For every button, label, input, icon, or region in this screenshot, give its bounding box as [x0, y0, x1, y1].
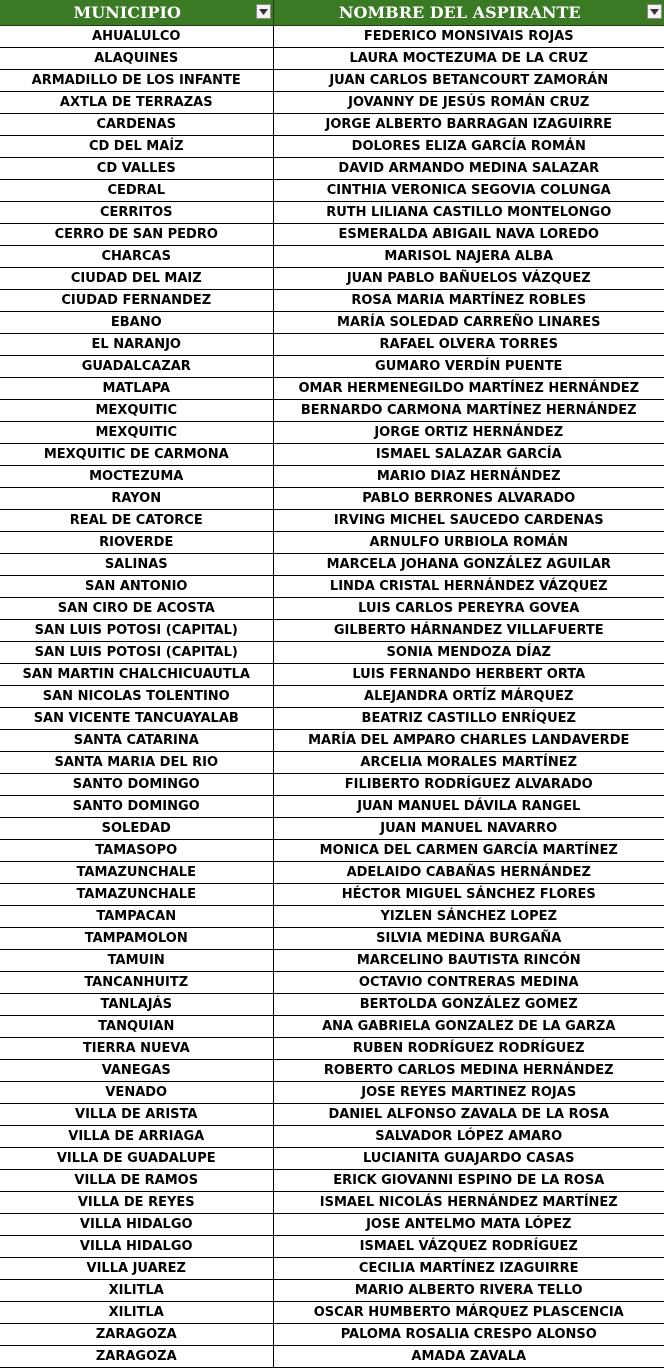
aspirante-cell: IRVING MICHEL SAUCEDO CARDENAS: [273, 510, 664, 532]
table-row: [0, 180, 664, 202]
municipio-cell: RIOVERDE: [0, 532, 273, 554]
table-row: [0, 114, 664, 136]
aspirante-cell: GUMARO VERDÍN PUENTE: [273, 356, 664, 378]
table-row: [0, 642, 664, 664]
table-row: [0, 1060, 664, 1082]
municipio-cell: CERRO DE SAN PEDRO: [0, 224, 273, 246]
table-row: [0, 1170, 664, 1192]
aspirante-cell: ESMERALDA ABIGAIL NAVA LOREDO: [273, 224, 664, 246]
aspirante-cell: OMAR HERMENEGILDO MARTÍNEZ HERNÁNDEZ: [273, 378, 664, 400]
municipio-cell: SOLEDAD: [0, 818, 273, 840]
aspirante-cell: ALEJANDRA ORTÍZ MÁRQUEZ: [273, 686, 664, 708]
table-row: [0, 796, 664, 818]
municipio-cell: TAMAZUNCHALE: [0, 862, 273, 884]
municipio-cell: EL NARANJO: [0, 334, 273, 356]
aspirante-cell: FEDERICO MONSIVAIS ROJAS: [273, 26, 664, 48]
aspirante-cell: JUAN MANUEL DÁVILA RANGEL: [273, 796, 664, 818]
aspirante-cell: SONIA MENDOZA DÍAZ: [273, 642, 664, 664]
table-row: [0, 554, 664, 576]
table-row: [0, 686, 664, 708]
municipio-cell: TAMAZUNCHALE: [0, 884, 273, 906]
aspirante-cell: OSCAR HUMBERTO MÁRQUEZ PLASCENCIA: [273, 1302, 664, 1324]
aspirante-cell: JORGE ALBERTO BARRAGAN IZAGUIRRE: [273, 114, 664, 136]
aspirante-cell: CECILIA MARTÍNEZ IZAGUIRRE: [273, 1258, 664, 1280]
municipio-cell: ZARAGOZA: [0, 1346, 273, 1368]
municipio-cell: SAN ANTONIO: [0, 576, 273, 598]
aspirante-cell: ARNULFO URBIOLA ROMÁN: [273, 532, 664, 554]
municipio-cell: SAN MARTIN CHALCHICUAUTLA: [0, 664, 273, 686]
municipio-cell: VENADO: [0, 1082, 273, 1104]
municipio-cell: MEXQUITIC: [0, 422, 273, 444]
column-header-label: NOMBRE DEL ASPIRANTE: [338, 3, 581, 22]
table-body: [0, 26, 664, 1368]
municipio-cell: VILLA DE ARISTA: [0, 1104, 273, 1126]
table-row: [0, 202, 664, 224]
municipio-cell: GUADALCAZAR: [0, 356, 273, 378]
table-row: [0, 400, 664, 422]
municipio-cell: VILLA JUAREZ: [0, 1258, 273, 1280]
municipio-cell: VILLA HIDALGO: [0, 1214, 273, 1236]
table-row: [0, 1192, 664, 1214]
table-row: [0, 1346, 664, 1368]
dropdown-arrow-icon: [650, 9, 659, 15]
municipio-cell: RAYON: [0, 488, 273, 510]
table-row: [0, 994, 664, 1016]
municipio-cell: TANCANHUITZ: [0, 972, 273, 994]
municipio-cell: VILLA DE RAMOS: [0, 1170, 273, 1192]
municipio-cell: MATLAPA: [0, 378, 273, 400]
table-row: [0, 1214, 664, 1236]
aspirante-cell: GILBERTO HÁRNANDEZ VILLAFUERTE: [273, 620, 664, 642]
table-row: [0, 466, 664, 488]
municipio-cell: SANTO DOMINGO: [0, 774, 273, 796]
aspirante-cell: ISMAEL SALAZAR GARCÍA: [273, 444, 664, 466]
table-row: [0, 862, 664, 884]
table-row: [0, 290, 664, 312]
municipio-cell: ZARAGOZA: [0, 1324, 273, 1346]
aspirante-cell: MARÍA DEL AMPARO CHARLES LANDAVERDE: [273, 730, 664, 752]
municipio-cell: TANLAJÁS: [0, 994, 273, 1016]
table-row: [0, 510, 664, 532]
municipio-cell: SALINAS: [0, 554, 273, 576]
municipio-cell: ALAQUINES: [0, 48, 273, 70]
aspirante-cell: MARCELINO BAUTISTA RINCÓN: [273, 950, 664, 972]
table-row: [0, 1258, 664, 1280]
aspirante-cell: MARIO ALBERTO RIVERA TELLO: [273, 1280, 664, 1302]
aspirante-cell: MARIO DIAZ HERNÁNDEZ: [273, 466, 664, 488]
aspirante-cell: ARCELIA MORALES MARTÍNEZ: [273, 752, 664, 774]
table-row: [0, 576, 664, 598]
municipio-cell: CIUDAD FERNANDEZ: [0, 290, 273, 312]
municipio-cell: ARMADILLO DE LOS INFANTE: [0, 70, 273, 92]
municipio-cell: MEXQUITIC DE CARMONA: [0, 444, 273, 466]
table-row: [0, 1280, 664, 1302]
table-row: [0, 906, 664, 928]
municipio-cell: TAMPAMOLON: [0, 928, 273, 950]
aspirante-cell: RAFAEL OLVERA TORRES: [273, 334, 664, 356]
municipio-cell: XILITLA: [0, 1280, 273, 1302]
aspirante-cell: SALVADOR LÓPEZ AMARO: [273, 1126, 664, 1148]
table-row: [0, 70, 664, 92]
table-row: [0, 1126, 664, 1148]
municipio-cell: SAN LUIS POTOSI (CAPITAL): [0, 620, 273, 642]
dropdown-arrow-icon: [259, 9, 268, 15]
municipio-cell: VANEGAS: [0, 1060, 273, 1082]
aspirante-cell: AMADA ZAVALA: [273, 1346, 664, 1368]
municipio-cell: VILLA DE ARRIAGA: [0, 1126, 273, 1148]
aspirante-cell: LAURA MOCTEZUMA DE LA CRUZ: [273, 48, 664, 70]
municipio-cell: SAN VICENTE TANCUAYALAB: [0, 708, 273, 730]
table-row: [0, 488, 664, 510]
municipio-cell: CARDENAS: [0, 114, 273, 136]
municipio-cell: CERRITOS: [0, 202, 273, 224]
aspirante-cell: DOLORES ELIZA GARCÍA ROMÁN: [273, 136, 664, 158]
aspirante-cell: SILVIA MEDINA BURGAÑA: [273, 928, 664, 950]
aspirante-cell: JOVANNY DE JESÚS ROMÁN CRUZ: [273, 92, 664, 114]
table-row: [0, 818, 664, 840]
municipio-cell: SAN CIRO DE ACOSTA: [0, 598, 273, 620]
aspirante-cell: ROSA MARIA MARTÍNEZ ROBLES: [273, 290, 664, 312]
aspirante-cell: JOSE REYES MARTINEZ ROJAS: [273, 1082, 664, 1104]
column-header-municipio: [0, 0, 273, 26]
municipio-cell: TAMPACAN: [0, 906, 273, 928]
table-row: [0, 1302, 664, 1324]
municipio-cell: CHARCAS: [0, 246, 273, 268]
table-row: [0, 664, 664, 686]
aspirante-cell: ROBERTO CARLOS MEDINA HERNÁNDEZ: [273, 1060, 664, 1082]
table-row: [0, 224, 664, 246]
table-row: [0, 422, 664, 444]
table-row: [0, 1082, 664, 1104]
municipio-cell: SAN NICOLAS TOLENTINO: [0, 686, 273, 708]
table-row: [0, 730, 664, 752]
aspirante-cell: LINDA CRISTAL HERNÁNDEZ VÁZQUEZ: [273, 576, 664, 598]
column-header-label: MUNICIPIO: [73, 3, 181, 22]
table-row: [0, 444, 664, 466]
aspirante-cell: ADELAIDO CABAÑAS HERNÁNDEZ: [273, 862, 664, 884]
table-row: [0, 598, 664, 620]
aspirante-cell: FILIBERTO RODRÍGUEZ ALVARADO: [273, 774, 664, 796]
aspirante-cell: ANA GABRIELA GONZALEZ DE LA GARZA: [273, 1016, 664, 1038]
aspirante-cell: LUIS CARLOS PEREYRA GOVEA: [273, 598, 664, 620]
aspirante-cell: DANIEL ALFONSO ZAVALA DE LA ROSA: [273, 1104, 664, 1126]
table-row: [0, 1324, 664, 1346]
municipio-cell: CD DEL MAÍZ: [0, 136, 273, 158]
aspirante-cell: LUCIANITA GUAJARDO CASAS: [273, 1148, 664, 1170]
municipio-cell: MEXQUITIC: [0, 400, 273, 422]
municipio-cell: VILLA DE GUADALUPE: [0, 1148, 273, 1170]
municipio-cell: SANTO DOMINGO: [0, 796, 273, 818]
table-row: [0, 246, 664, 268]
table-row: [0, 752, 664, 774]
municipio-cell: MOCTEZUMA: [0, 466, 273, 488]
table-row: [0, 620, 664, 642]
filter-dropdown-button[interactable]: [256, 4, 271, 19]
aspirante-cell: CINTHIA VERONICA SEGOVIA COLUNGA: [273, 180, 664, 202]
aspirante-cell: YIZLEN SÁNCHEZ LOPEZ: [273, 906, 664, 928]
municipio-cell: AXTLA DE TERRAZAS: [0, 92, 273, 114]
municipio-cell: TIERRA NUEVA: [0, 1038, 273, 1060]
aspirante-cell: JUAN CARLOS BETANCOURT ZAMORÁN: [273, 70, 664, 92]
table-row: [0, 928, 664, 950]
aspirante-cell: MARISOL NAJERA ALBA: [273, 246, 664, 268]
municipio-cell: SANTA MARIA DEL RIO: [0, 752, 273, 774]
table-row: [0, 356, 664, 378]
aspirante-cell: MARCELA JOHANA GONZÁLEZ AGUILAR: [273, 554, 664, 576]
municipio-cell: EBANO: [0, 312, 273, 334]
aspirante-cell: ISMAEL NICOLÁS HERNÁNDEZ MARTÍNEZ: [273, 1192, 664, 1214]
aspirante-cell: OCTAVIO CONTRERAS MEDINA: [273, 972, 664, 994]
aspirante-cell: DAVID ARMANDO MEDINA SALAZAR: [273, 158, 664, 180]
filter-dropdown-button[interactable]: [647, 4, 662, 19]
aspirante-cell: BERNARDO CARMONA MARTÍNEZ HERNÁNDEZ: [273, 400, 664, 422]
aspirante-cell: PABLO BERRONES ALVARADO: [273, 488, 664, 510]
table-row: [0, 972, 664, 994]
table-row: [0, 268, 664, 290]
municipio-cell: VILLA HIDALGO: [0, 1236, 273, 1258]
aspirante-cell: RUBEN RODRÍGUEZ RODRÍGUEZ: [273, 1038, 664, 1060]
table-row: [0, 1016, 664, 1038]
table-row: [0, 840, 664, 862]
municipio-cell: CD VALLES: [0, 158, 273, 180]
table-row: [0, 774, 664, 796]
municipio-cell: TAMASOPO: [0, 840, 273, 862]
table-row: [0, 884, 664, 906]
table-row: [0, 708, 664, 730]
aspirante-cell: JUAN MANUEL NAVARRO: [273, 818, 664, 840]
aspirante-cell: PALOMA ROSALIA CRESPO ALONSO: [273, 1324, 664, 1346]
municipio-cell: VILLA DE REYES: [0, 1192, 273, 1214]
table-row: [0, 26, 664, 48]
municipio-cell: AHUALULCO: [0, 26, 273, 48]
aspirante-cell: MONICA DEL CARMEN GARCÍA MARTÍNEZ: [273, 840, 664, 862]
aspirante-cell: LUIS FERNANDO HERBERT ORTA: [273, 664, 664, 686]
table-row: [0, 378, 664, 400]
table-row: [0, 532, 664, 554]
municipio-cell: TANQUIAN: [0, 1016, 273, 1038]
municipio-cell: SAN LUIS POTOSI (CAPITAL): [0, 642, 273, 664]
aspirante-cell: JUAN PABLO BAÑUELOS VÁZQUEZ: [273, 268, 664, 290]
aspirante-cell: ISMAEL VÁZQUEZ RODRÍGUEZ: [273, 1236, 664, 1258]
table-row: [0, 1038, 664, 1060]
column-header-nombre: [273, 0, 664, 26]
table-row: [0, 1236, 664, 1258]
table-row: [0, 136, 664, 158]
municipio-cell: XILITLA: [0, 1302, 273, 1324]
table-row: [0, 92, 664, 114]
header-row: [0, 0, 664, 26]
aspirante-cell: RUTH LILIANA CASTILLO MONTELONGO: [273, 202, 664, 224]
aspirante-cell: MARÍA SOLEDAD CARREÑO LINARES: [273, 312, 664, 334]
aspirante-cell: BEATRIZ CASTILLO ENRÍQUEZ: [273, 708, 664, 730]
aspirante-cell: JOSE ANTELMO MATA LÓPEZ: [273, 1214, 664, 1236]
municipio-cell: CIUDAD DEL MAIZ: [0, 268, 273, 290]
aspirante-cell: JORGE ORTIZ HERNÁNDEZ: [273, 422, 664, 444]
table-row: [0, 334, 664, 356]
table-row: [0, 950, 664, 972]
municipio-cell: TAMUIN: [0, 950, 273, 972]
municipio-cell: CEDRAL: [0, 180, 273, 202]
table-row: [0, 1104, 664, 1126]
table-row: [0, 48, 664, 70]
municipio-cell: REAL DE CATORCE: [0, 510, 273, 532]
table-row: [0, 312, 664, 334]
table-row: [0, 158, 664, 180]
table-row: [0, 1148, 664, 1170]
aspirante-cell: HÉCTOR MIGUEL SÁNCHEZ FLORES: [273, 884, 664, 906]
aspirante-cell: ERICK GIOVANNI ESPINO DE LA ROSA: [273, 1170, 664, 1192]
aspirante-cell: BERTOLDA GONZÁLEZ GOMEZ: [273, 994, 664, 1016]
municipio-cell: SANTA CATARINA: [0, 730, 273, 752]
